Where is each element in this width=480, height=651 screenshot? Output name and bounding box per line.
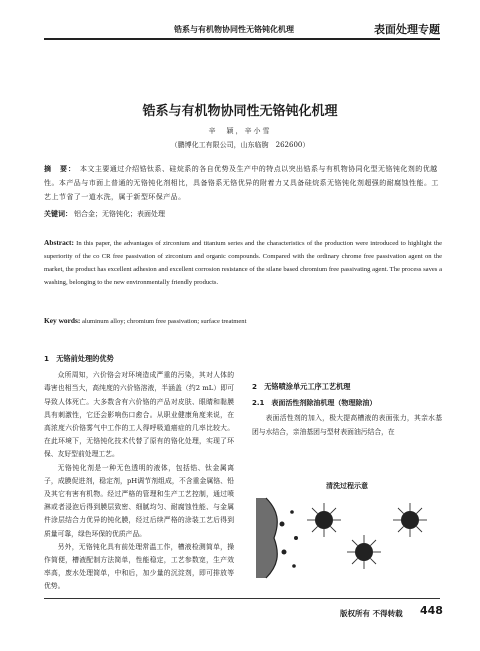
keywords-zh-text: 铝合金；无铬钝化；表面处理	[74, 210, 165, 218]
body-column-left	[44, 352, 234, 594]
page-number: 448	[420, 604, 443, 617]
keywords-en-label: Key words:	[44, 316, 81, 325]
section-label: 表面处理专题	[374, 23, 440, 36]
abstract-zh	[44, 162, 442, 204]
abstract-en-label: Abstract:	[44, 238, 74, 247]
section-1-paragraph-2: 无铬钝化剂是一种无色透明的液体，包括锆、钛金属离子，成膜促进剂，稳定剂，pH调节剂组成，不含重金属铬、铅及其它有害有机物。经过严格的管理和生产工艺控制，通过喷淋或者浸泡后得到膜层致密、细腻均匀、耐腐蚀性能、与金属件涂层结合力优异的钝化膜，经过后续严格的涂装工艺后得到质量可靠，绿色环保的优质产品。	[44, 463, 234, 538]
authors: 辛 颖，辛小雪	[208, 127, 272, 135]
section-2-heading: 2 无铬喷涂单元工序工艺机理	[252, 382, 351, 391]
surfactant-micelle-3	[393, 503, 427, 537]
running-header	[44, 18, 440, 40]
section-2-1-paragraph-1: 表面活性剂的加入，极大提高槽液的表面张力，其亲水基团与水结合，亲油基团与型材表面油污结合，在	[252, 414, 442, 436]
oil-droplets	[280, 510, 299, 568]
header-rule	[44, 38, 440, 40]
abstract-en-text: In this paper, the advantages of zirconium and titanium series and the characteristics of the production were introduced to highlight the superiority of the co CR free passivation of zirconium and organic compounds. Compared with the ordinary chrome free passivation agent on the market, the product has excellent adhesion and excellent corrosion resistance of the silane based chromium free passivating agent. The process saves a washing, belonging to the new environmentally friendly products.	[44, 240, 442, 286]
abstract-en	[44, 236, 442, 289]
section-1-paragraph-1: 众所周知，六价铬会对环境造成严重的污染，其对人体的毒害也相当大，高纯度的六价铬溶液，半涵盖（约2 mL）即可导致人体死亡。大多数含有六价铬的产品对皮肤、眼睛和黏膜具有刺激性，它还会影响伤口愈合。从职业健康角度来说，在高浓度六价铬雾气中工作的工人得呼吸道癌症的几率比较大。在此环境下，无铬钝化技术代替了原有的铬化处理，实现了环保、友好型前处理工艺。	[44, 371, 234, 459]
abstract-zh-label: 摘 要：	[44, 165, 76, 173]
section-2-1-heading: 2.1 表面活性剂除油机理（物理除油）	[252, 399, 377, 408]
running-title: 锆系与有机物协同性无铬钝化机理	[174, 25, 294, 34]
figure-caption: 清洗过程示意	[326, 482, 368, 490]
section-1-heading: 1 无铬前处理的优势	[44, 354, 114, 363]
footer-rule	[44, 598, 440, 599]
section-1-paragraph-3: 另外，无铬钝化具有前处理常温工作，槽液检测简单，操作简便，槽液配制方法简单，性能稳定，工艺参数宽，生产效率高，废水处理简单，中和后，加少量的沉淀剂，即可排放等优势。	[44, 542, 234, 591]
keywords-en	[44, 316, 442, 325]
keywords-en-text: aluminum alloy; chromium free passivation; surface treatment	[80, 318, 247, 325]
cleaning-process-diagram	[252, 494, 442, 582]
metal-surface-left	[256, 498, 277, 578]
affiliation: （鹏博化工有限公司，山东临朐 262600）	[170, 141, 310, 149]
keywords-zh-label: 关键词：	[44, 210, 72, 218]
abstract-zh-text: 本文主要通过介绍锆钛系、硅烷系的各自优势及生产中的特点以突出锆系与有机物协同化型无铬钝化剂的优越性。本产品与市面上普通的无铬钝化剂相比，具备铬系无铬优异的附着力又具备硅烷系无铬钝化剂超强的耐腐蚀性能。工艺上节省了一道水洗，属于新型环保产品。	[44, 165, 439, 201]
copyright-notice: 版权所有 不得转载	[340, 609, 403, 618]
body-column-right	[252, 338, 442, 439]
surfactant-micelle-2	[347, 535, 381, 569]
article-title: 锆系与有机物协同性无铬钝化机理	[142, 104, 338, 119]
surfactant-micelle-1	[307, 503, 341, 537]
keywords-zh	[44, 208, 442, 220]
